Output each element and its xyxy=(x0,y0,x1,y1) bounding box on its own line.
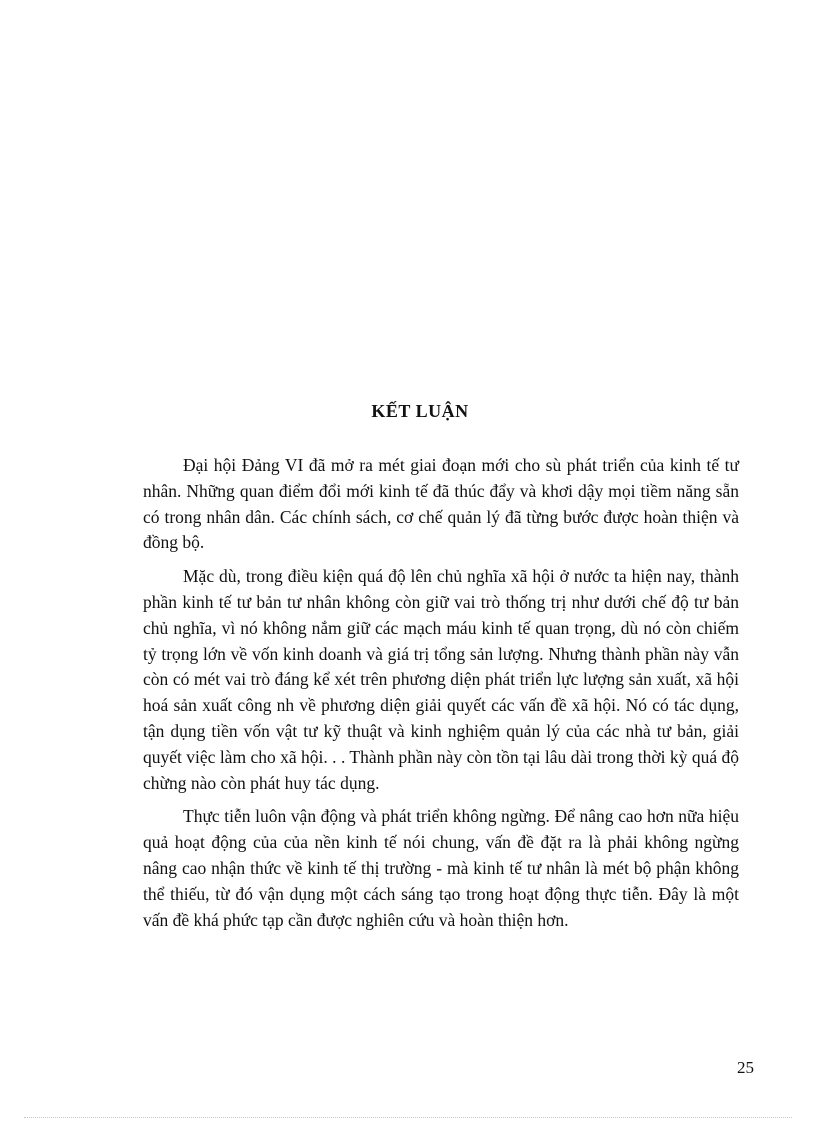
page-number: 25 xyxy=(737,1058,754,1077)
paragraph-2: Mặc dù, trong điều kiện quá độ lên chủ nghĩa xã hội ở nước ta hiện nay, thành phần kinh tế tư bản tư nhân không còn giữ vai trò thống trị như dưới chế độ tư bản chủ nghĩa, vì nó không nắm giữ các mạch máu kinh tế quan trọng, dù nó còn chiếm tỷ trọng lớn về vốn kinh doanh và giá trị tổng sản lượng. Nhưng thành phần này vẫn còn có mét vai trò đáng kể xét trên phương diện phát triển lực lượng sản xuất, xã hội hoá sản xuất công nh về phương diện giải quyết các vấn đề xã hội. Nó có tác dụng, tận dụng tiền vốn vật tư kỹ thuật và kinh nghiệm quản lý của các nhà tư bản, giải quyết việc làm cho xã hội. . . Thành phần này còn tồn tại lâu dài trong thời kỳ quá độ chừng nào còn phát huy tác dụng. xyxy=(143,566,739,793)
section-heading: KẾT LUẬN xyxy=(371,401,469,421)
paragraph-1: Đại hội Đảng VI đã mở ra mét giai đoạn mới cho sù phát triển của kinh tế tư nhân. Những quan điểm đổi mới kinh tế đã thúc đẩy và khơi dậy mọi tiềm năng sẵn có trong nhân dân. Các chính sách, cơ chế quản lý đã từng bước được hoàn thiện và đồng bộ. xyxy=(143,455,739,553)
footer-divider xyxy=(24,1117,792,1118)
body-text xyxy=(143,453,739,941)
paragraph-3: Thực tiễn luôn vận động và phát triển không ngừng. Để nâng cao hơn nữa hiệu quả hoạt động của của nền kinh tế nói chung, vấn đề đặt ra là phải không ngừng nâng cao nhận thức về kinh tế thị trường - mà kinh tế tư nhân là mét bộ phận không thể thiếu, từ đó vận dụng một cách sáng tạo trong hoạt động thực tiễn. Đây là một vấn đề khá phức tạp cần được nghiên cứu và hoàn thiện hơn. xyxy=(143,806,739,930)
